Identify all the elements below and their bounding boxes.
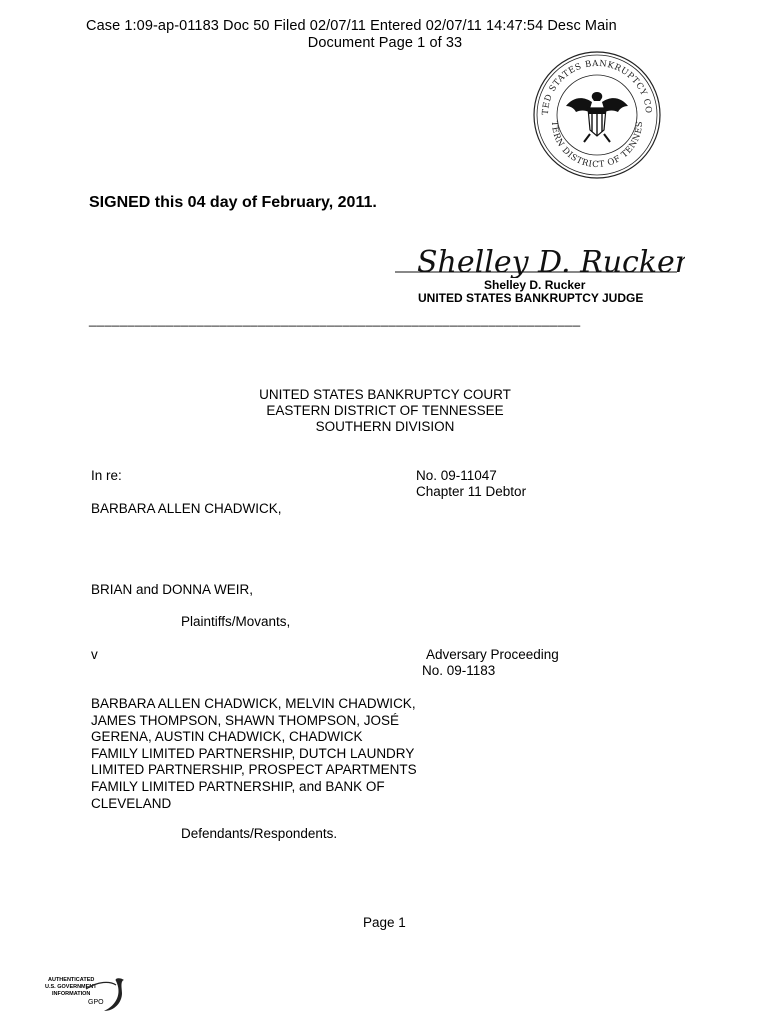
judge-name: Shelley D. Rucker [484, 278, 586, 292]
court-division: SOUTHERN DIVISION [315, 419, 455, 434]
defendants-names: BARBARA ALLEN CHADWICK, MELVIN CHADWICK, JAMES THOMPSON, SHAWN THOMPSON, JOSÉ GERENA, AUSTIN CHADWICK, CHADWICK FAMILY LIMITED PARTNERSHIP, DUTCH LAUNDRY LIMITED PARTNERSHIP, PROSPECT APARTMENTS FAMILY LIMITED PARTNERSHIP, and BANK OF CLEVELAND [91, 696, 417, 811]
signed-date-line: SIGNED this 04 day of February, 2011. [89, 194, 377, 211]
adversary-number: No. 09-1183 [422, 663, 496, 678]
svg-text:EASTERN DISTRICT OF TENNESSEE: TERN DISTRICT OF TENNES [548, 120, 646, 171]
in-re-label: In re: [91, 468, 122, 483]
page-number: Page 1 [363, 915, 406, 930]
gpo-text-line1: AUTHENTICATED [48, 977, 95, 983]
gpo-authentication-logo [42, 975, 132, 1015]
case-number: No. 09-11047 [416, 468, 497, 483]
separator-line: ________________________________________________________________ [89, 312, 581, 327]
court-district: EASTERN DISTRICT OF TENNESSEE [266, 403, 504, 418]
plaintiffs-names: BRIAN and DONNA WEIR, [91, 582, 254, 597]
court-seal-graphic [532, 50, 662, 180]
gpo-mark: GPO [88, 999, 104, 1006]
debtor-name: BARBARA ALLEN CHADWICK, [91, 501, 282, 516]
plaintiffs-role: Plaintiffs/Movants, [181, 614, 291, 629]
svg-text:UNITED STATES BANKRUPTCY COURT: TED STATES BANKRUPTCY CO [540, 58, 654, 116]
judge-title: UNITED STATES BANKRUPTCY JUDGE [418, 291, 644, 305]
chapter-label: Chapter 11 Debtor [416, 484, 527, 499]
docket-header-line2: Document Page 1 of 33 [307, 35, 463, 51]
court-name: UNITED STATES BANKRUPTCY COURT [259, 387, 511, 402]
gpo-text-line2: U.S. GOVERNMENT [45, 984, 97, 990]
docket-header-line1: Case 1:09-ap-01183 Doc 50 Filed 02/07/11 Entered 02/07/11 14:47:54 Desc Main [86, 18, 617, 34]
court-seal [532, 50, 662, 180]
defendants-role: Defendants/Respondents. [181, 826, 338, 841]
svg-text:Shelley D. Rucker: Shelley D. Rucker [417, 245, 685, 278]
gpo-text-line3: INFORMATION [52, 991, 91, 997]
judge-signature [395, 238, 685, 278]
versus-label: v [91, 647, 98, 662]
eagle-swoosh-icon [42, 975, 132, 1015]
eagle-icon [566, 92, 628, 142]
adversary-label: Adversary Proceeding [426, 647, 559, 662]
